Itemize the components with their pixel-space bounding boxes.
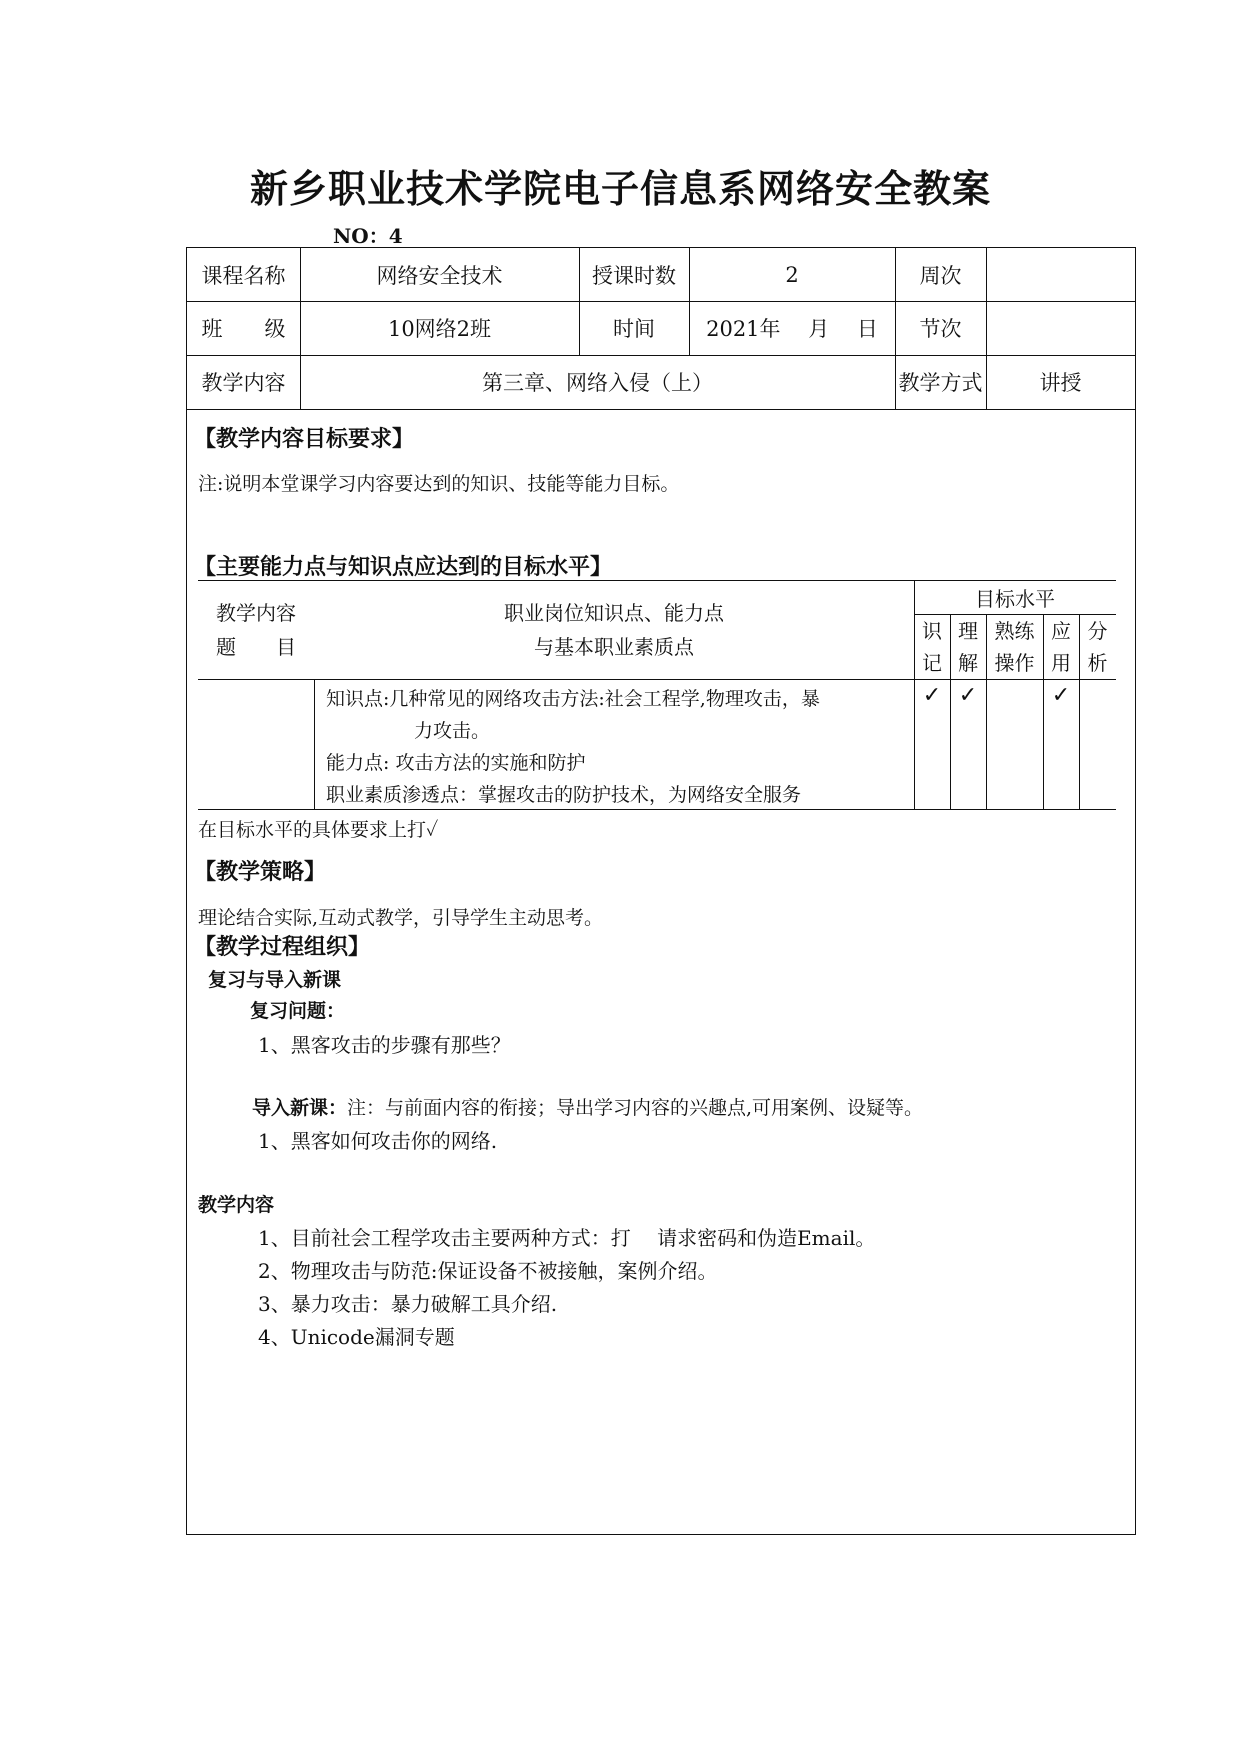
level-operate-line1: 熟练 xyxy=(994,618,1035,643)
grid-line xyxy=(314,679,315,809)
method-value: 讲授 xyxy=(1039,371,1082,395)
topic-header xyxy=(198,580,314,679)
level-apply-line2: 用 xyxy=(1051,650,1071,675)
review-title: 复习与导入新课 xyxy=(208,969,342,991)
process-heading: 【教学过程组织】 xyxy=(194,935,371,960)
level-apply-line1: 应 xyxy=(1051,618,1071,643)
knowledge-line2: 力攻击。 xyxy=(414,720,491,742)
time-label: 时间 xyxy=(613,317,655,341)
level-apply xyxy=(1043,614,1079,679)
level-analyze xyxy=(1079,614,1116,679)
time-value: 2021年 月 日 xyxy=(706,317,878,341)
intro-label: 导入新课： xyxy=(252,1097,348,1119)
topic-header-line1: 教学内容 xyxy=(216,600,296,625)
week-label: 周次 xyxy=(919,263,962,288)
hours-label: 授课时数 xyxy=(592,263,676,288)
level-understand-line2: 解 xyxy=(958,650,978,675)
level-understand xyxy=(950,614,986,679)
grid-line xyxy=(187,409,1135,410)
quality-line: 职业素质渗透点：掌握攻击的防护技术，为网络安全服务 xyxy=(326,784,802,806)
check-apply: ✓ xyxy=(1051,682,1071,708)
ability-table xyxy=(198,580,1116,810)
week-value xyxy=(986,248,1135,301)
class-label: 班 级 xyxy=(201,317,286,341)
level-memorize-line2: 记 xyxy=(922,650,942,675)
topic-header-line2: 题 目 xyxy=(216,634,296,659)
period-label: 节次 xyxy=(919,317,962,341)
content-item-2: 2、物理攻击与防范:保证设备不被接触，案例介绍。 xyxy=(258,1259,718,1283)
review-question-1: 1、黑客攻击的步骤有那些？ xyxy=(258,1033,511,1057)
intro-line xyxy=(252,1093,923,1120)
level-analyze-line1: 分 xyxy=(1087,618,1108,643)
level-header: 目标水平 xyxy=(975,586,1055,611)
method-label: 教学方式 xyxy=(898,371,983,395)
knowledge-line1: 知识点:几种常见的网络攻击方法:社会工程学,物理攻击，暴 xyxy=(326,688,820,710)
content-item-1: 1、目前社会工程学攻击主要两种方式：打 请求密码和伪造Email。 xyxy=(258,1226,876,1250)
content-label: 教学内容 xyxy=(201,371,286,395)
skill-line: 能力点: 攻击方法的实施和防护 xyxy=(326,752,586,774)
document-number: NO：4 xyxy=(333,224,403,248)
check-memorize: ✓ xyxy=(922,682,942,708)
points-header-line1: 职业岗位知识点、能力点 xyxy=(504,600,724,625)
level-operate-line2: 操作 xyxy=(994,650,1035,675)
hours-value: 2 xyxy=(785,262,799,287)
points-header-line2: 与基本职业素质点 xyxy=(534,634,694,659)
level-understand-line1: 理 xyxy=(958,618,978,643)
strategy-heading: 【教学策略】 xyxy=(194,860,327,885)
level-analyze-line2: 析 xyxy=(1087,650,1108,675)
ability-heading: 【主要能力点与知识点应达到的目标水平】 xyxy=(194,555,613,580)
class-value: 10网络2班 xyxy=(387,317,492,341)
course-name-value: 网络安全技术 xyxy=(376,263,503,288)
grid-line xyxy=(198,809,1116,810)
content-title: 教学内容 xyxy=(198,1194,275,1216)
content-item-4: 4、Unicode漏洞专题 xyxy=(258,1325,455,1349)
course-name-label: 课程名称 xyxy=(201,263,286,288)
level-memorize-line1: 识 xyxy=(922,618,942,643)
intro-note: 注：与前面内容的衔接；导出学习内容的兴趣点,可用案例、设疑等。 xyxy=(347,1097,924,1119)
check-analyze xyxy=(1079,680,1116,710)
level-operate xyxy=(986,614,1043,679)
page-title: 新乡职业技术学院电子信息系网络安全教案 xyxy=(249,167,991,211)
review-question-label: 复习问题： xyxy=(250,1000,346,1022)
check-operate xyxy=(986,680,1043,710)
goals-heading: 【教学内容目标要求】 xyxy=(194,427,415,452)
goals-note: 注:说明本堂课学习内容要达到的知识、技能等能力目标。 xyxy=(198,473,680,495)
strategy-text: 理论结合实际,互动式教学，引导学生主动思考。 xyxy=(198,907,604,929)
points-header xyxy=(314,580,914,679)
ability-footnote: 在目标水平的具体要求上打✓ xyxy=(198,819,439,841)
content-item-3: 3、暴力攻击：暴力破解工具介绍. xyxy=(258,1292,558,1316)
check-understand: ✓ xyxy=(958,682,978,708)
level-memorize xyxy=(914,614,950,679)
intro-item-1: 1、黑客如何攻击你的网络. xyxy=(258,1129,498,1153)
content-value: 第三章、网络入侵（上） xyxy=(482,371,713,395)
period-value xyxy=(986,301,1135,355)
